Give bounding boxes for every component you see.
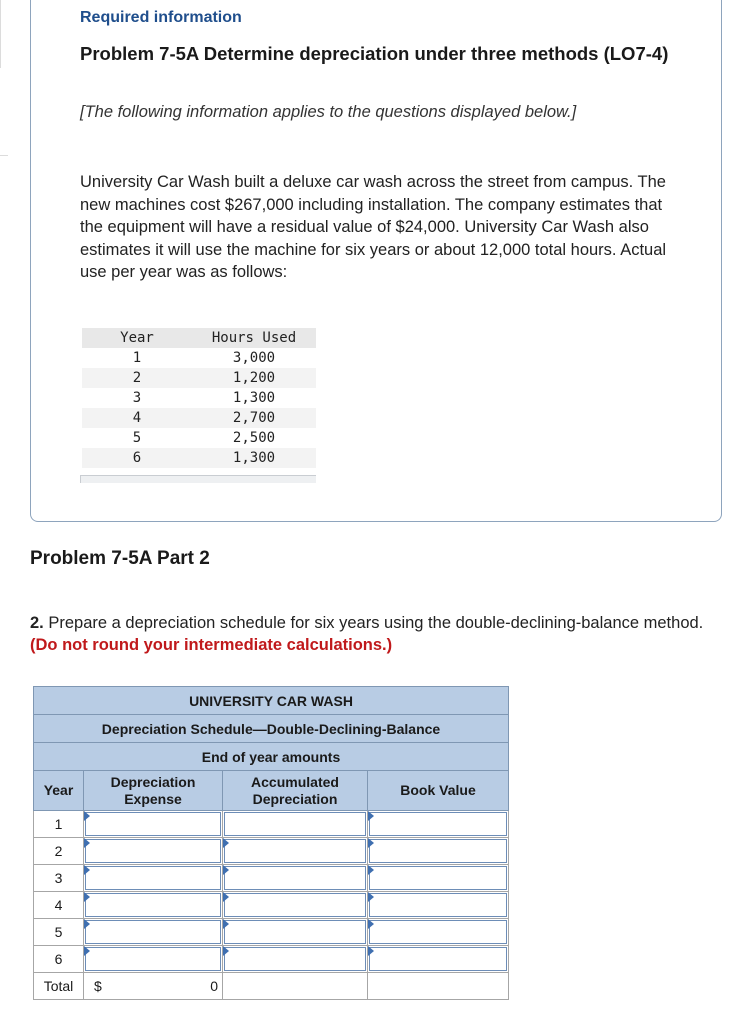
input-marker-icon <box>368 919 374 929</box>
hours-cell: 1,300 <box>232 390 276 406</box>
year-cell: 2 <box>82 368 192 388</box>
question-number: 2. <box>30 614 44 632</box>
table-row <box>34 892 509 919</box>
input-marker-icon <box>84 811 90 821</box>
accumulated-depreciation-header: Accumulated Depreciation <box>223 771 368 811</box>
schedule-period-header: End of year amounts <box>34 743 509 771</box>
book-value-input[interactable] <box>368 811 509 838</box>
schedule-subtitle-header: Depreciation Schedule—Double-Declining-Balance <box>34 715 509 743</box>
table-row <box>82 348 316 368</box>
input-marker-icon <box>223 838 229 848</box>
table-row <box>82 368 316 388</box>
table-row <box>82 388 316 408</box>
depreciation-expense-input[interactable] <box>84 865 223 892</box>
year-column-header: Year <box>34 771 84 811</box>
year-cell: 3 <box>34 865 84 892</box>
schedule-company-header: UNIVERSITY CAR WASH <box>34 687 509 715</box>
year-cell: 1 <box>34 811 84 838</box>
table-row <box>34 838 509 865</box>
hours-cell: 1,200 <box>192 368 316 388</box>
year-column-header: Year <box>82 328 192 348</box>
year-cell: 6 <box>82 448 192 468</box>
input-marker-icon <box>84 946 90 956</box>
hours-used-table <box>82 328 316 468</box>
instruction-text: Prepare a depreciation schedule for six years using the double-declining-balance method. <box>43 614 704 632</box>
table-row <box>82 448 316 468</box>
empty-cell <box>223 973 368 1000</box>
accumulated-depreciation-input[interactable] <box>223 919 368 946</box>
hours-cell: 2,700 <box>192 408 316 428</box>
input-marker-icon <box>368 892 374 902</box>
currency-symbol: $ <box>94 978 102 994</box>
depreciation-expense-input[interactable] <box>84 919 223 946</box>
year-cell: 5 <box>132 430 142 446</box>
book-value-input[interactable] <box>368 946 509 973</box>
table-row <box>34 865 509 892</box>
year-cell: 4 <box>34 892 84 919</box>
input-marker-icon <box>84 838 90 848</box>
input-marker-icon <box>368 811 374 821</box>
input-marker-icon <box>368 838 374 848</box>
scenario-paragraph: University Car Wash built a deluxe car wash across the street from campus. The new machines cost $267,000 including installation. The company estimates that the equipment will have a residual value of $24,000. University Car Wash also estimates it will use the machine for six years or about 12,000 total hours. Actual use per year was as follows: <box>80 173 667 281</box>
part-title: Problem 7-5A Part 2 <box>30 548 210 569</box>
accumulated-depreciation-input[interactable] <box>223 946 368 973</box>
book-value-input[interactable] <box>368 865 509 892</box>
input-marker-icon <box>223 946 229 956</box>
total-row <box>34 973 509 1000</box>
required-information-label: Required information <box>80 9 242 26</box>
horizontal-scrollbar[interactable] <box>80 475 316 483</box>
depreciation-expense-input[interactable] <box>84 838 223 865</box>
input-marker-icon <box>223 865 229 875</box>
depreciation-schedule-table <box>33 686 509 1000</box>
hours-cell: 3,000 <box>232 350 276 366</box>
left-divider <box>0 0 1 68</box>
total-depreciation-cell <box>84 973 223 1000</box>
year-cell: 6 <box>34 946 84 973</box>
input-marker-icon <box>223 919 229 929</box>
input-marker-icon <box>223 892 229 902</box>
book-value-input[interactable] <box>368 838 509 865</box>
table-row <box>34 946 509 973</box>
year-cell: 1 <box>132 350 142 366</box>
total-depreciation-value: 0 <box>210 978 218 994</box>
hours-cell: 2,500 <box>232 430 276 446</box>
depreciation-expense-input[interactable] <box>84 946 223 973</box>
hours-column-header: Hours Used <box>192 328 316 348</box>
empty-cell <box>368 973 509 1000</box>
book-value-input[interactable] <box>368 892 509 919</box>
year-cell: 4 <box>82 408 192 428</box>
table-row <box>34 811 509 838</box>
accumulated-depreciation-input[interactable] <box>223 892 368 919</box>
info-note: [The following information applies to the questions displayed below.] <box>80 103 577 121</box>
input-marker-icon <box>368 946 374 956</box>
accumulated-depreciation-input[interactable] <box>223 838 368 865</box>
problem-title: Problem 7-5A Determine depreciation under three methods (LO7-4) <box>80 43 669 64</box>
table-row <box>82 428 316 448</box>
rounding-warning: (Do not round your intermediate calculations.) <box>30 636 393 654</box>
hours-cell: 1,300 <box>192 448 316 468</box>
year-cell: 3 <box>132 390 142 406</box>
depreciation-expense-header: Depreciation Expense <box>84 771 223 811</box>
total-label: Total <box>34 973 84 1000</box>
input-marker-icon <box>368 865 374 875</box>
part-instruction <box>30 612 730 656</box>
left-divider-tick <box>0 155 8 156</box>
book-value-header: Book Value <box>368 771 509 811</box>
input-marker-icon <box>84 892 90 902</box>
input-marker-icon <box>84 865 90 875</box>
accumulated-depreciation-input[interactable] <box>223 811 368 838</box>
depreciation-expense-input[interactable] <box>84 892 223 919</box>
book-value-input[interactable] <box>368 919 509 946</box>
input-marker-icon <box>84 919 90 929</box>
depreciation-expense-input[interactable] <box>84 811 223 838</box>
table-row <box>34 919 509 946</box>
year-cell: 2 <box>34 838 84 865</box>
accumulated-depreciation-input[interactable] <box>223 865 368 892</box>
table-row <box>82 408 316 428</box>
year-cell: 5 <box>34 919 84 946</box>
